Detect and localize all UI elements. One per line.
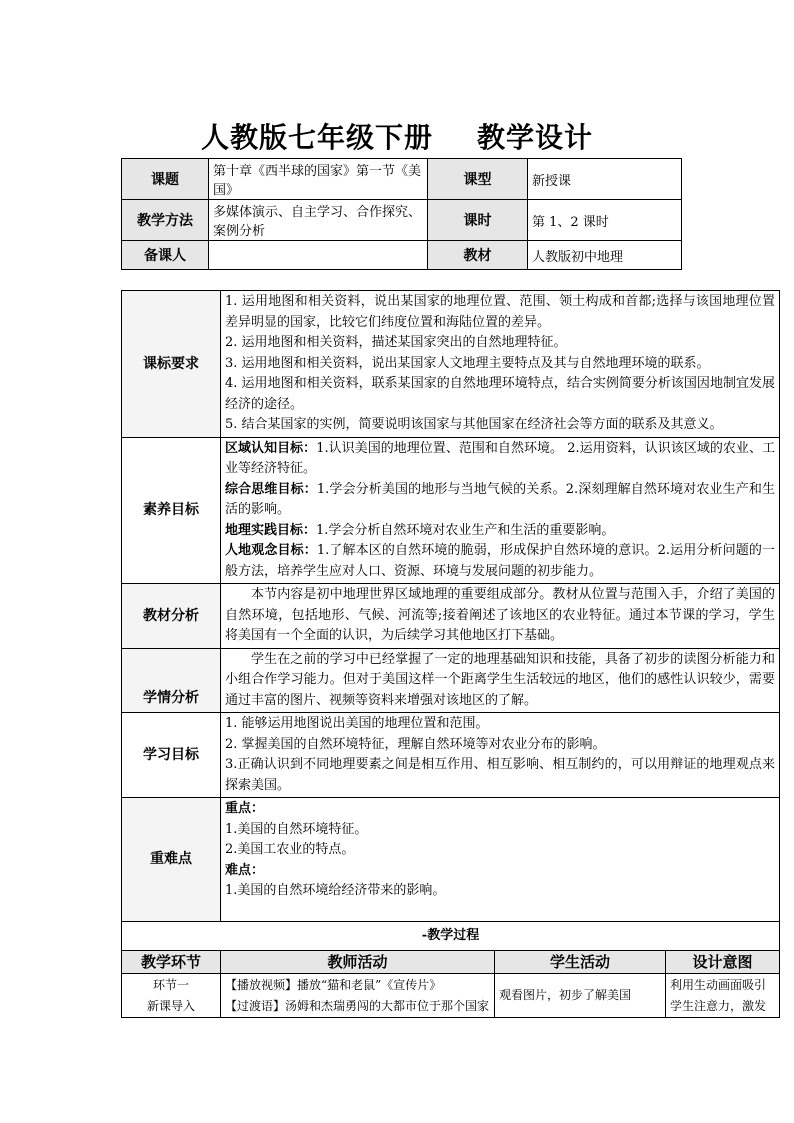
textbook-label: 教材 bbox=[428, 241, 528, 270]
difficulty-item: 1.美国的自然环境给经济带来的影响。 bbox=[225, 883, 446, 898]
header-teacher: 教师活动 bbox=[221, 951, 495, 974]
literacy-item: 地理实践目标：1.学会分析自然环境对农业生产和生活的重要影响。 bbox=[225, 522, 615, 538]
curriculum-item: 5. 结合某国家的实例，简要说明该国家与其他国家在经济社会等方面的联系及其意义。 bbox=[225, 417, 723, 432]
students-analysis-text: 学生在之前的学习中已经掌握了一定的地理基础知识和技能，具备了初步的读图分析能力和小组合作学习能力。但对于美国这样一个距离学生生活较远的地区，他们的感性认识较少，需要通过丰富的图片、视频等资料来增强对该地区的了解。 bbox=[225, 651, 775, 708]
literacy-item: 区域认知目标：1.认识美国的地理位置、范围和自然环境。 2.运用资料，认识该区域的农业、工业等经济特征。 bbox=[225, 440, 775, 476]
design-table bbox=[121, 290, 780, 1018]
stage-cell: 环节一 新课导入 bbox=[122, 974, 221, 1018]
objective-item: 3.正确认识到不同地理要素之间是相互作用、相互影响、相互制约的，可以用辩证的地理观点来探索美国。 bbox=[225, 757, 775, 793]
type-value: 新授课 bbox=[528, 159, 682, 200]
objective-item: 2. 掌握美国的自然环境特征，理解自然环境等对农业分布的影响。 bbox=[225, 736, 606, 752]
key-item: 2.美国工农业的特点。 bbox=[225, 842, 355, 857]
topic-label: 课题 bbox=[122, 159, 209, 200]
objectives-label: 学习目标 bbox=[122, 713, 221, 798]
difficulty-heading: 难点： bbox=[225, 862, 265, 878]
objectives-content bbox=[221, 713, 780, 798]
key-heading: 重点： bbox=[225, 801, 265, 816]
student-activity-cell: 观看图片，初步了解美国 bbox=[495, 974, 666, 1018]
method-value: 多媒体演示、自主学习、合作探究、案例分析 bbox=[209, 200, 428, 241]
textbook-value: 人教版初中地理 bbox=[528, 241, 682, 270]
preparer-value bbox=[209, 241, 428, 270]
curriculum-item: 3. 运用地图和相关资料，说出某国家人文地理主要特点及其与自然地理环境的联系。 bbox=[225, 355, 710, 371]
hours-label: 课时 bbox=[428, 200, 528, 241]
topic-value: 第十章《西半球的国家》第一节《美国》 bbox=[209, 159, 428, 200]
method-label: 教学方法 bbox=[122, 200, 209, 241]
curriculum-item: 4. 运用地图和相关资料，联系某国家的自然地理环境特点，结合实例简要分析该国因地制宜发展经济的途径。 bbox=[225, 376, 775, 412]
intent-cell: 利用生动画面吸引 学生注意力，激发 bbox=[666, 974, 780, 1018]
textbook-analysis-label: 教材分析 bbox=[122, 584, 221, 649]
curriculum-item: 2. 运用地图和相关资料，描述某国家突出的自然地理特征。 bbox=[225, 335, 567, 350]
literacy-item: 人地观念目标：1.了解本区的自然环境的脆弱，形成保护自然环境的意识。2.运用分析问题的一般方法，培养学生应对人口、资源、环境与发展问题的初步能力。 bbox=[225, 543, 775, 579]
info-table bbox=[121, 158, 682, 270]
literacy-label: 素养目标 bbox=[122, 437, 221, 584]
teacher-activity-cell: 【播放视频】播放“猫和老鼠”《宣传片》 【过渡语】汤姆和杰瑞勇闯的大都市位于那个国家 bbox=[221, 974, 495, 1018]
process-title: -教学过程 bbox=[122, 922, 780, 951]
literacy-item: 综合思维目标：1.学会分析美国的地形与当地气候的关系。2.深刻理解自然环境对农业生产和生活的影响。 bbox=[225, 481, 775, 517]
title-left: 人教版七年级下册 bbox=[200, 121, 433, 154]
header-stage: 教学环节 bbox=[122, 951, 221, 974]
curriculum-label: 课标要求 bbox=[122, 291, 221, 438]
key-item: 1.美国的自然环境特征。 bbox=[225, 821, 368, 837]
keypoints-label: 重难点 bbox=[122, 798, 221, 922]
document-title bbox=[0, 116, 794, 156]
title-right: 教学设计 bbox=[477, 121, 594, 154]
keypoints-content bbox=[221, 798, 780, 922]
literacy-content bbox=[221, 437, 780, 584]
objective-item: 1. 能够运用地图说出美国的地理位置和范围。 bbox=[225, 716, 489, 731]
curriculum-content bbox=[221, 291, 780, 438]
header-student: 学生活动 bbox=[495, 951, 666, 974]
header-intent: 设计意图 bbox=[666, 951, 780, 974]
textbook-analysis-text: 本节内容是初中地理世界区域地理的重要组成部分。教材从位置与范围入手，介绍了美国的自然环境，包括地形、气候、河流等;接着阐述了该地区的农业特征。通过本节课的学习，学生将美国有一个全面的认识，为后续学习其他地区打下基础。 bbox=[225, 587, 775, 643]
students-analysis-label: 学情分析 bbox=[122, 648, 221, 713]
hours-value: 第 1、2 课时 bbox=[528, 200, 682, 241]
preparer-label: 备课人 bbox=[122, 241, 209, 270]
type-label: 课型 bbox=[428, 159, 528, 200]
curriculum-item: 1. 运用地图和相关资料，说出某国家的地理位置、范围、领土构成和首都;选择与该国地理位置差异明显的国家，比较它们纬度位置和海陆位置的差异。 bbox=[225, 294, 775, 330]
